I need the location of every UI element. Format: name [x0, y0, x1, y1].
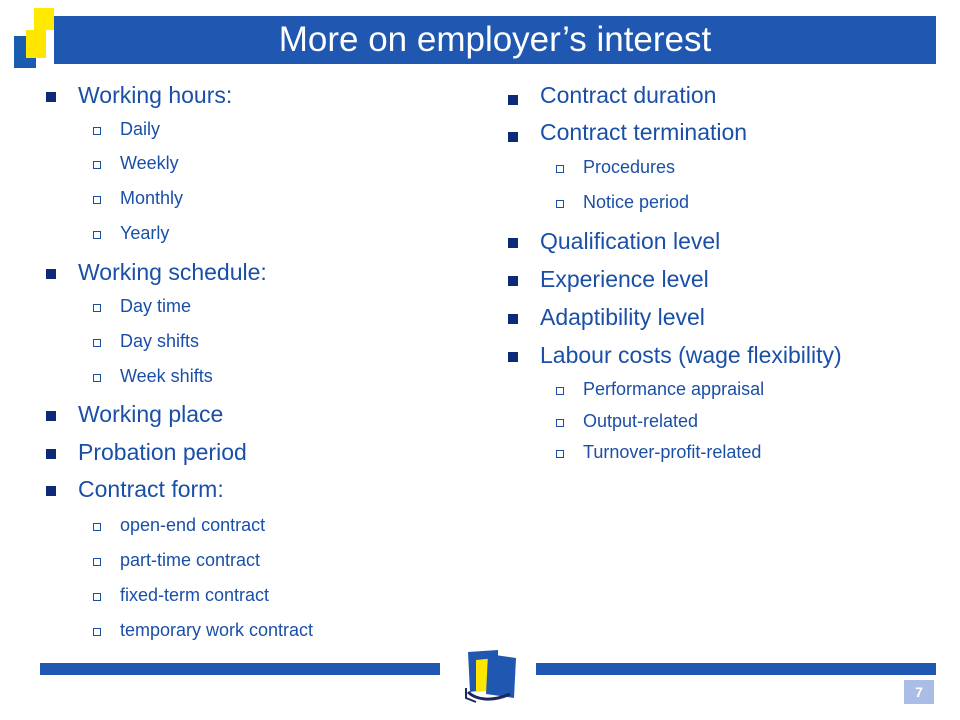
bullet-square-icon — [46, 411, 56, 421]
bullet-hollow-square-icon — [93, 523, 101, 531]
bullet-square-icon — [508, 95, 518, 105]
bullet-square-icon — [508, 276, 518, 286]
organization-logo-icon — [462, 648, 520, 704]
list-subitem: temporary work contract — [120, 620, 314, 640]
list-subitem: Yearly — [120, 223, 170, 243]
list-item: Contract termination — [540, 119, 748, 145]
footer-divider-right — [536, 663, 936, 675]
list-subitem: Weekly — [120, 153, 179, 173]
list-subitem: Monthly — [120, 188, 184, 208]
bullet-hollow-square-icon — [556, 387, 564, 395]
bullet-hollow-square-icon — [93, 374, 101, 382]
bullet-hollow-square-icon — [556, 200, 564, 208]
list-subitem: part-time contract — [120, 550, 261, 570]
list-item: Working hours: — [78, 82, 233, 108]
list-item: Working place — [78, 401, 224, 427]
list-subitem: Procedures — [583, 157, 676, 177]
list-subitem: open-end contract — [120, 515, 266, 535]
bullet-square-icon — [46, 449, 56, 459]
bullet-hollow-square-icon — [93, 196, 101, 204]
list-subitem: Performance appraisal — [583, 379, 765, 399]
bullet-hollow-square-icon — [556, 419, 564, 427]
corner-decoration-yellow-square-lower — [26, 30, 46, 58]
list-item: Adaptibility level — [540, 304, 705, 330]
bullet-hollow-square-icon — [556, 165, 564, 173]
slide-title: More on employer’s interest — [54, 16, 936, 64]
corner-decoration-yellow-square — [34, 8, 54, 30]
list-subitem: Output-related — [583, 411, 699, 431]
bullet-hollow-square-icon — [93, 628, 101, 636]
page-number: 7 — [904, 680, 934, 704]
list-item: Probation period — [78, 439, 247, 465]
footer-divider-left — [40, 663, 440, 675]
list-item: Experience level — [540, 266, 709, 292]
bullet-square-icon — [46, 486, 56, 496]
bullet-square-icon — [508, 352, 518, 362]
bullet-square-icon — [508, 132, 518, 142]
bullet-hollow-square-icon — [93, 558, 101, 566]
list-item: Working schedule: — [78, 259, 267, 285]
bullet-square-icon — [46, 92, 56, 102]
bullet-hollow-square-icon — [93, 161, 101, 169]
bullet-square-icon — [508, 238, 518, 248]
list-subitem: Notice period — [583, 192, 690, 212]
list-subitem: Week shifts — [120, 366, 213, 386]
bullet-hollow-square-icon — [93, 304, 101, 312]
list-subitem: Daily — [120, 119, 161, 139]
bullet-hollow-square-icon — [93, 231, 101, 239]
bullet-square-icon — [46, 269, 56, 279]
bullet-hollow-square-icon — [93, 593, 101, 601]
list-subitem: Day time — [120, 296, 192, 316]
list-item: Contract duration — [540, 82, 717, 108]
list-subitem: Turnover-profit-related — [583, 442, 762, 462]
bullet-hollow-square-icon — [93, 127, 101, 135]
list-item: Qualification level — [540, 228, 721, 254]
bullet-hollow-square-icon — [556, 450, 564, 458]
list-subitem: Day shifts — [120, 331, 200, 351]
list-item: Contract form: — [78, 476, 224, 502]
list-subitem: fixed-term contract — [120, 585, 270, 605]
bullet-square-icon — [508, 314, 518, 324]
list-item: Labour costs (wage flexibility) — [540, 342, 842, 368]
bullet-hollow-square-icon — [93, 339, 101, 347]
